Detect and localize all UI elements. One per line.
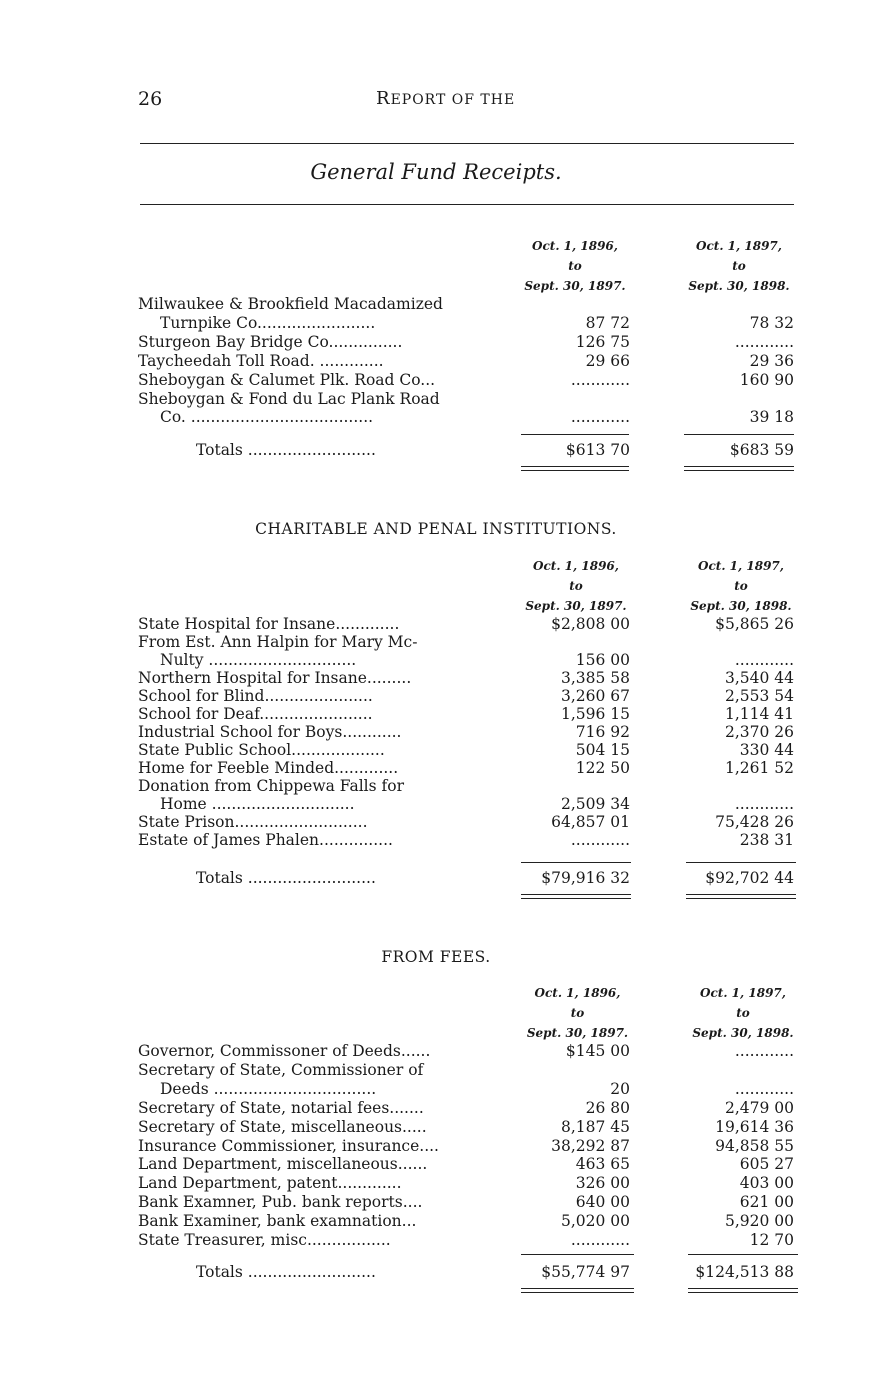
row-label: Governor, Commissoner of Deeds...... xyxy=(138,1042,431,1060)
amount-1897-98: 5,920 00 xyxy=(724,1212,794,1231)
row-label: School for Blind...................... xyxy=(138,687,373,705)
table-row xyxy=(138,759,798,778)
table-row xyxy=(138,795,798,814)
amount-1896-97: 504 15 xyxy=(575,741,630,759)
total-1896-97: $79,916 32 xyxy=(541,869,630,887)
column-heading-line: to xyxy=(568,259,582,273)
amount-1897-98: 94,858 55 xyxy=(715,1136,794,1155)
column-heading-line: Oct. 1, 1896, xyxy=(534,986,621,1000)
amount-1897-98: ............ xyxy=(734,1042,794,1060)
table-row xyxy=(138,352,798,371)
totals-label: Totals .......................... xyxy=(196,1263,376,1281)
amount-1896-97: 38,292 87 xyxy=(551,1136,630,1155)
section-title: FROM FEES. xyxy=(381,948,491,966)
column-heading xyxy=(501,556,651,616)
amount-1897-98: 39 18 xyxy=(749,408,794,427)
totals-row xyxy=(138,869,798,888)
amount-1897-98: 2,370 26 xyxy=(724,723,794,741)
row-label: Home ............................. xyxy=(160,795,355,813)
total-1896-97: $613 70 xyxy=(565,441,630,459)
total-1896-97: $55,774 97 xyxy=(541,1263,630,1281)
amount-1896-97: 156 00 xyxy=(575,651,630,669)
amount-1896-97: ............ xyxy=(570,1231,630,1249)
sum-line xyxy=(521,1254,634,1255)
totals-label: Totals .......................... xyxy=(196,441,376,459)
column-heading-line: Sept. 30, 1897. xyxy=(524,279,626,293)
amount-1896-97: 64,857 01 xyxy=(551,813,630,831)
amount-1896-97: 26 80 xyxy=(585,1098,630,1117)
table-row xyxy=(138,314,798,333)
column-heading xyxy=(503,983,653,1043)
column-heading-line: Sept. 30, 1898. xyxy=(688,279,790,293)
table-row xyxy=(138,333,798,352)
amount-1897-98: 75,428 26 xyxy=(715,813,794,831)
totals-row xyxy=(138,1263,798,1282)
row-label: From Est. Ann Halpin for Mary Mc- xyxy=(138,633,418,651)
table-row xyxy=(138,408,798,427)
amount-1897-98: 403 00 xyxy=(739,1174,794,1193)
amount-1897-98: 605 27 xyxy=(739,1155,794,1174)
table-row xyxy=(138,1061,798,1080)
column-heading xyxy=(500,236,650,296)
amount-1896-97: 3,260 67 xyxy=(560,687,630,705)
amount-1897-98: 19,614 36 xyxy=(715,1117,794,1136)
amount-1897-98: 238 31 xyxy=(739,831,794,849)
fund-title: General Fund Receipts. xyxy=(310,160,562,184)
row-label: Co. ..................................... xyxy=(160,408,374,427)
column-heading-line: Oct. 1, 1897, xyxy=(700,986,786,1000)
row-label: Turnpike Co........................ xyxy=(160,313,376,332)
row-label: Land Department, miscellaneous...... xyxy=(138,1155,428,1174)
running-title xyxy=(376,88,515,109)
row-label: Insurance Commissioner, insurance.... xyxy=(138,1136,439,1155)
row-label: Northern Hospital for Insane......... xyxy=(138,669,412,687)
table-row xyxy=(138,390,798,409)
page-number: 26 xyxy=(138,88,163,110)
row-label: Taycheedah Toll Road. ............. xyxy=(138,351,384,370)
table-row xyxy=(138,371,798,390)
row-label: Sturgeon Bay Bridge Co............... xyxy=(138,332,403,351)
double-rule xyxy=(684,466,794,471)
row-label: Home for Feeble Minded............. xyxy=(138,759,399,777)
amount-1897-98: 621 00 xyxy=(739,1193,794,1212)
total-1897-98: $683 59 xyxy=(729,441,794,459)
amount-1896-97: $2,808 00 xyxy=(551,615,630,633)
amount-1897-98: 1,261 52 xyxy=(724,759,794,777)
table-row xyxy=(138,1099,798,1118)
running-title-rest: EPORT OF THE xyxy=(390,92,516,108)
row-label: Secretary of State, Commissioner of xyxy=(138,1060,424,1079)
table-row xyxy=(138,741,798,760)
column-heading-line: Sept. 30, 1898. xyxy=(692,1026,794,1040)
top-rule xyxy=(140,143,794,144)
amount-1896-97: 5,020 00 xyxy=(560,1212,630,1231)
row-label: State Prison........................... xyxy=(138,813,368,831)
double-rule xyxy=(521,1288,634,1293)
total-1897-98: $92,702 44 xyxy=(705,869,794,887)
table-row xyxy=(138,1174,798,1193)
table-row xyxy=(138,1118,798,1137)
column-heading-line: to xyxy=(734,579,748,593)
table-row xyxy=(138,1212,798,1231)
column-heading xyxy=(664,236,814,296)
totals-label: Totals .......................... xyxy=(196,869,376,887)
amount-1896-97: 3,385 58 xyxy=(560,669,630,687)
row-label: School for Deaf....................... xyxy=(138,705,373,723)
table-row xyxy=(138,633,798,652)
amount-1897-98: 2,479 00 xyxy=(724,1098,794,1117)
amount-1897-98: ............ xyxy=(734,332,794,351)
amount-1896-97: 716 92 xyxy=(575,723,630,741)
table-row xyxy=(138,1042,798,1061)
amount-1896-97: 87 72 xyxy=(585,313,630,332)
table-row xyxy=(138,651,798,670)
table-row xyxy=(138,1137,798,1156)
row-label: State Treasurer, misc................. xyxy=(138,1231,391,1249)
double-rule xyxy=(521,894,631,899)
amount-1896-97: 326 00 xyxy=(575,1174,630,1193)
amount-1896-97: ............ xyxy=(570,408,630,427)
row-label: Industrial School for Boys............ xyxy=(138,723,402,741)
double-rule xyxy=(521,466,629,471)
row-label: Nulty .............................. xyxy=(160,651,357,669)
column-heading-line: Oct. 1, 1897, xyxy=(696,239,782,253)
amount-1897-98: 3,540 44 xyxy=(724,669,794,687)
row-label: Secretary of State, notarial fees....... xyxy=(138,1098,424,1117)
amount-1897-98: 330 44 xyxy=(739,741,794,759)
double-rule xyxy=(688,1288,798,1293)
amount-1897-98: 2,553 54 xyxy=(724,687,794,705)
amount-1897-98: ............ xyxy=(734,651,794,669)
table-row xyxy=(138,831,798,850)
amount-1896-97: 126 75 xyxy=(575,332,630,351)
row-label: Deeds ................................. xyxy=(160,1079,377,1098)
sum-line xyxy=(688,1254,798,1255)
totals-row xyxy=(138,441,798,460)
amount-1896-97: $145 00 xyxy=(565,1042,630,1060)
amount-1897-98: 1,114 41 xyxy=(724,705,794,723)
row-label: Sheboygan & Fond du Lac Plank Road xyxy=(138,389,440,408)
column-heading-line: to xyxy=(732,259,746,273)
amount-1896-97: 122 50 xyxy=(575,759,630,777)
table-row xyxy=(138,1231,798,1250)
column-heading-line: Oct. 1, 1896, xyxy=(532,239,618,253)
amount-1896-97: 640 00 xyxy=(575,1193,630,1212)
column-heading-line: to xyxy=(569,579,583,593)
title-rule xyxy=(140,204,794,205)
amount-1896-97: ............ xyxy=(570,370,630,389)
amount-1897-98: 12 70 xyxy=(749,1231,794,1249)
row-label: Donation from Chippewa Falls for xyxy=(138,777,404,795)
table-row xyxy=(138,687,798,706)
column-heading-line: Oct. 1, 1897, xyxy=(698,559,784,573)
amount-1896-97: 1,596 15 xyxy=(560,705,630,723)
row-label: Estate of James Phalen............... xyxy=(138,831,393,849)
table-row xyxy=(138,1155,798,1174)
amount-1896-97: 20 xyxy=(610,1079,630,1098)
table-row xyxy=(138,777,798,796)
running-title-initial: R xyxy=(376,88,391,109)
table-row xyxy=(138,1080,798,1099)
table-row xyxy=(138,669,798,688)
column-heading xyxy=(666,556,816,616)
row-label: Bank Examiner, bank examnation... xyxy=(138,1212,417,1231)
amount-1897-98: 78 32 xyxy=(749,313,794,332)
table-row xyxy=(138,295,798,314)
table-row xyxy=(138,1193,798,1212)
total-1897-98: $124,513 88 xyxy=(695,1263,794,1281)
amount-1897-98: 29 36 xyxy=(749,351,794,370)
row-label: Milwaukee & Brookfield Macadamized xyxy=(138,295,443,313)
amount-1897-98: ............ xyxy=(734,1079,794,1098)
double-rule xyxy=(686,894,796,899)
sum-line xyxy=(521,862,631,863)
column-heading-line: to xyxy=(570,1006,585,1020)
table-row xyxy=(138,615,798,634)
column-heading-line: Oct. 1, 1896, xyxy=(533,559,619,573)
row-label: State Hospital for Insane............. xyxy=(138,615,400,633)
table-row xyxy=(138,723,798,742)
amount-1897-98: 160 90 xyxy=(739,370,794,389)
column-heading-line: Sept. 30, 1898. xyxy=(690,599,792,613)
row-label: Land Department, patent............. xyxy=(138,1174,402,1193)
column-heading-line: Sept. 30, 1897. xyxy=(525,599,627,613)
sum-line xyxy=(684,434,794,435)
amount-1896-97: ............ xyxy=(570,831,630,849)
section-title: CHARITABLE AND PENAL INSTITUTIONS. xyxy=(255,520,617,538)
sum-line xyxy=(686,862,796,863)
column-heading-line: to xyxy=(736,1006,750,1020)
row-label: Bank Examner, Pub. bank reports.... xyxy=(138,1193,423,1212)
amount-1896-97: 463 65 xyxy=(575,1155,630,1174)
column-heading-line: Sept. 30, 1897. xyxy=(526,1026,629,1040)
table-row xyxy=(138,813,798,832)
sum-line xyxy=(521,434,629,435)
row-label: State Public School................... xyxy=(138,741,385,759)
amount-1896-97: 29 66 xyxy=(585,351,630,370)
amount-1897-98: ............ xyxy=(734,795,794,813)
row-label: Sheboygan & Calumet Plk. Road Co... xyxy=(138,370,436,389)
amount-1896-97: 8,187 45 xyxy=(560,1117,630,1136)
row-label: Secretary of State, miscellaneous..... xyxy=(138,1117,427,1136)
column-heading xyxy=(668,983,818,1043)
amount-1897-98: $5,865 26 xyxy=(715,615,794,633)
table-row xyxy=(138,705,798,724)
amount-1896-97: 2,509 34 xyxy=(560,795,630,813)
